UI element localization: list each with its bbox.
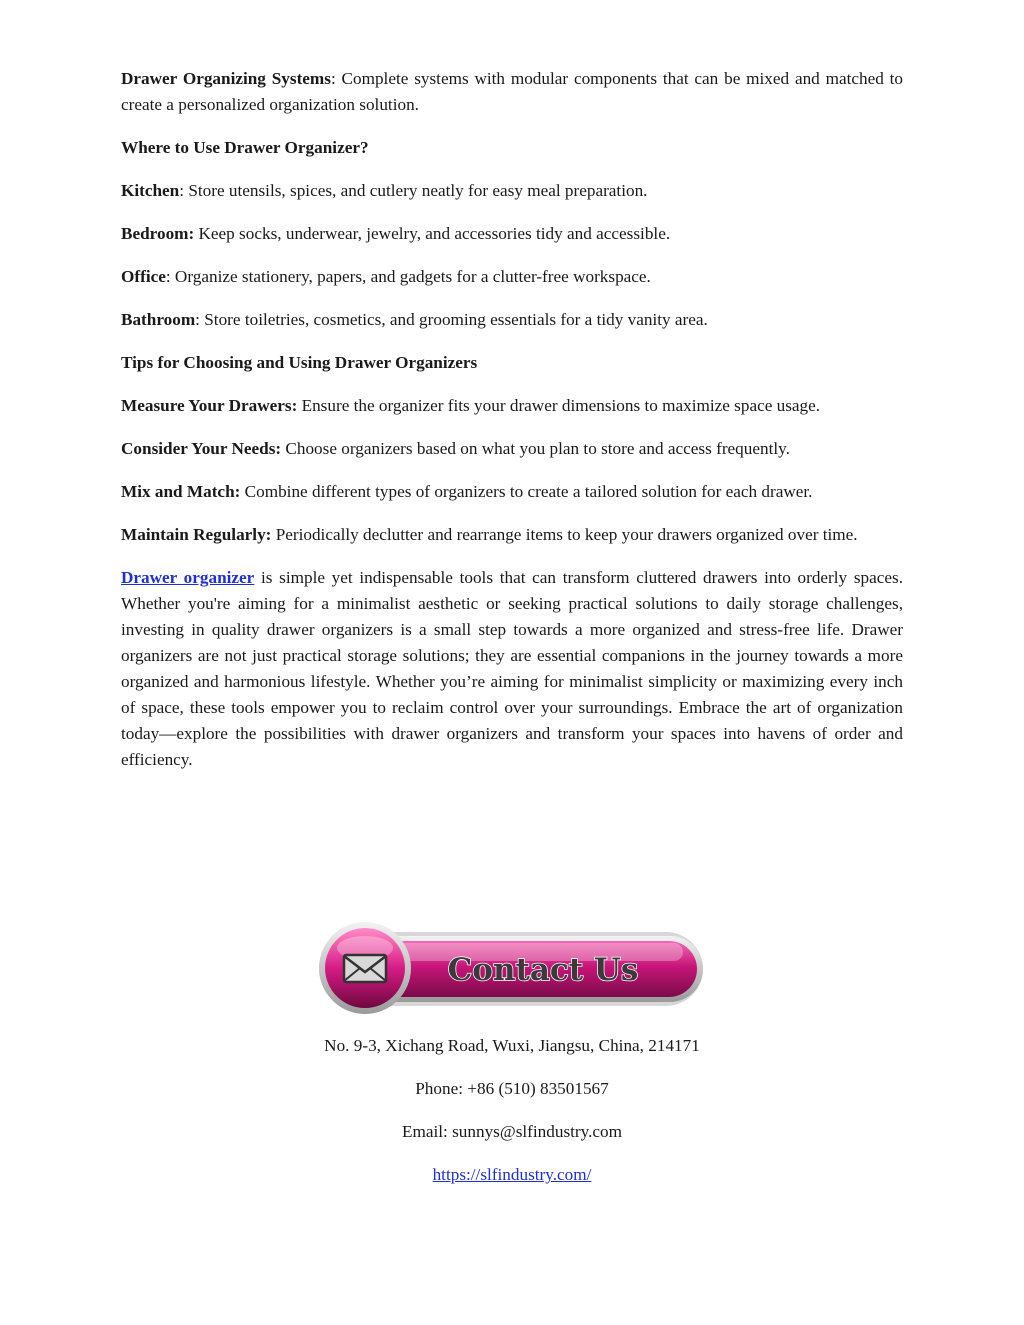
paragraph-kitchen (121, 178, 903, 204)
paragraph-consider (121, 436, 903, 462)
text-bathroom: : Store toiletries, cosmetics, and grooming essentials for a tidy vanity area. (195, 310, 708, 329)
heading-tips (121, 350, 903, 376)
email-line: Email: sunnys@slfindustry.com (402, 1122, 622, 1141)
text-measure: Ensure the organizer fits your drawer dimensions to maximize space usage. (297, 396, 821, 415)
term-measure: Measure Your Drawers: (121, 396, 298, 415)
envelope-icon (344, 955, 386, 982)
heading-where-to-use (121, 135, 903, 161)
term-bedroom: Bedroom: (121, 224, 195, 243)
term-drawer-systems: Drawer Organizing Systems (121, 69, 331, 88)
text-mix: Combine different types of organizers to create a tailored solution for each drawer. (240, 482, 813, 501)
contact-us-graphic (313, 922, 707, 1014)
text-bedroom: Keep socks, underwear, jewelry, and accessories tidy and accessible. (194, 224, 671, 243)
text-office: : Organize stationery, papers, and gadgets for a clutter-free workspace. (165, 267, 651, 286)
text-maintain: Periodically declutter and rearrange items to keep your drawers organized over time. (271, 525, 858, 544)
website-line (0, 1162, 1024, 1188)
paragraph-drawer-systems (121, 66, 903, 118)
contact-us-label: Contact Us (447, 952, 639, 988)
paragraph-bathroom (121, 307, 903, 333)
text-consider: Choose organizers based on what you plan to store and access frequently. (281, 439, 790, 458)
term-bathroom: Bathroom (121, 310, 196, 329)
paragraph-maintain (121, 522, 903, 548)
term-consider: Consider Your Needs: (121, 439, 282, 458)
website-link[interactable]: https://slfindustry.com/ (432, 1165, 592, 1184)
heading-where-text: Where to Use Drawer Organizer? (121, 138, 369, 157)
drawer-organizer-link[interactable]: Drawer organizer (121, 568, 255, 587)
address-line: No. 9-3, Xichang Road, Wuxi, Jiangsu, China, 214171 (324, 1036, 700, 1055)
text-closing: is simple yet indispensable tools that can transform cluttered drawers into orderly spaces. Whether you're aiming for a minimalist aesthetic or seeking practical solutions to daily storage challenges, investing in quality drawer organizers is a small step towards a more organized and stress-free life. Drawer organizers are not just practical storage solutions; they are essential companions in the journey towards a more organized and harmonious lifestyle. Whether you’re aiming for minimalist simplicity or maximizing every inch of space, these tools empower you to reclaim control over your surroundings. Embrace the art of organization today—explore the possibilities with drawer organizers and transform your spaces into havens of order and efficiency. (121, 568, 903, 769)
term-maintain: Maintain Regularly: (121, 525, 272, 544)
paragraph-closing (121, 565, 903, 773)
term-office: Office (121, 267, 166, 286)
paragraph-bedroom (121, 221, 903, 247)
paragraph-office (121, 264, 903, 290)
paragraph-mix (121, 479, 903, 505)
contact-us-button[interactable] (313, 922, 707, 1014)
heading-tips-text: Tips for Choosing and Using Drawer Organizers (121, 353, 478, 372)
text-kitchen: : Store utensils, spices, and cutlery neatly for easy meal preparation. (179, 181, 648, 200)
term-kitchen: Kitchen (121, 181, 180, 200)
paragraph-measure (121, 393, 903, 419)
phone-line: Phone: +86 (510) 83501567 (415, 1079, 609, 1098)
article-body (121, 66, 903, 790)
term-mix: Mix and Match: (121, 482, 241, 501)
text-drawer-systems: : Complete systems with modular components that can be mixed and matched to create a personalized organization solution. (121, 69, 904, 114)
